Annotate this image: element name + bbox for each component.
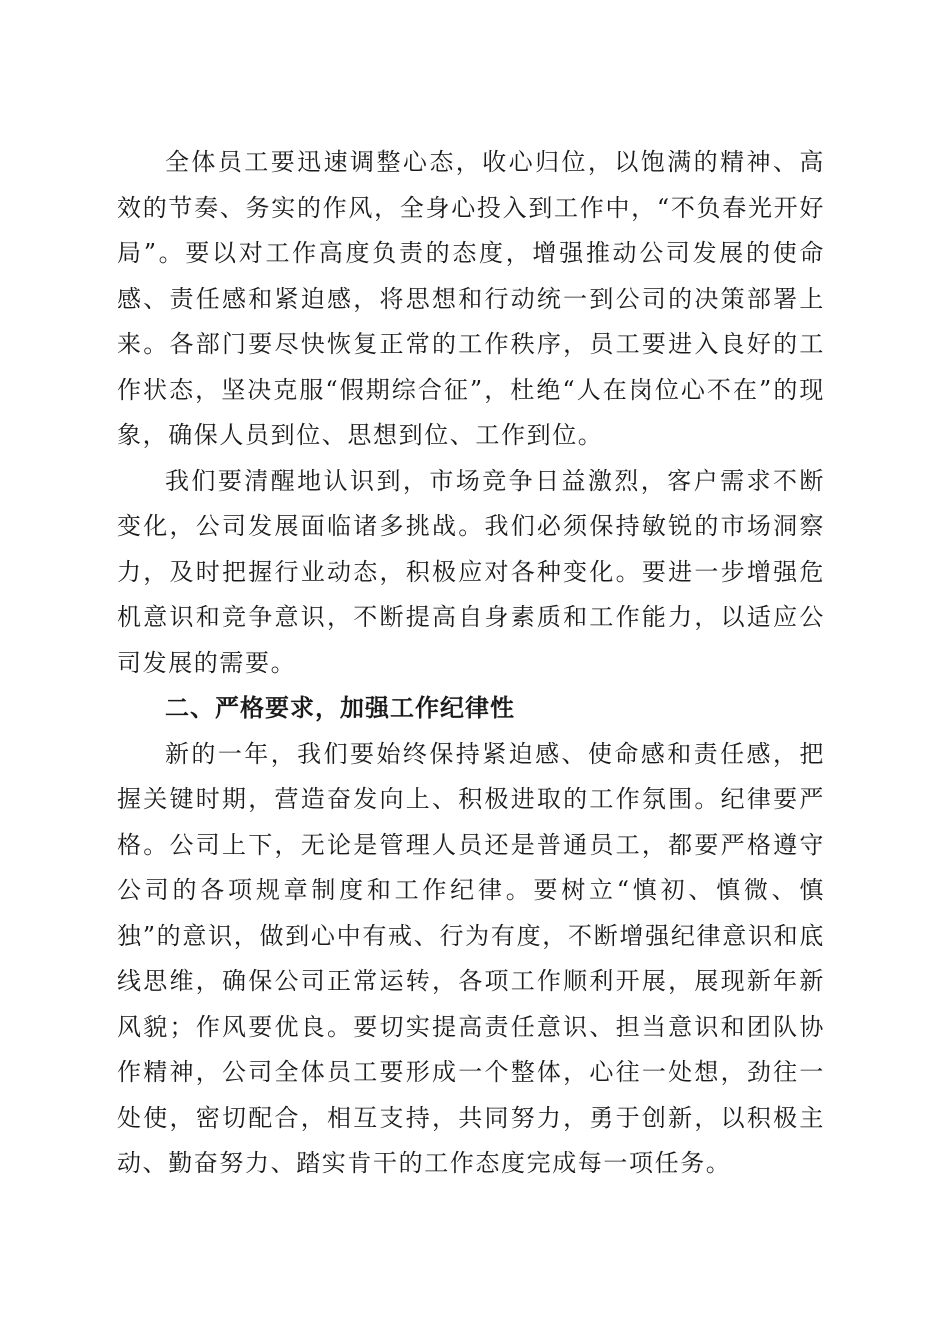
paragraph-market-awareness: 我们要清醒地认识到，市场竞争日益激烈，客户需求不断变化，公司发展面临诸多挑战。我们必须保持敏锐的市场洞察力，及时把握行业动态，积极应对各种变化。要进一步增强危机意识和竞争意识，不断提高自身素质和工作能力，以适应公司发展的需要。 [117,466,825,677]
paragraph-mindset: 全体员工要迅速调整心态，收心归位，以饱满的精神、高效的节奏、务实的作风，全身心投入到工作中，“不负春光开好局”。要以对工作高度负责的态度，增强推动公司发展的使命感、责任感和紧迫感，将思想和行动统一到公司的决策部署上来。各部门要尽快恢复正常的工作秩序，员工要进入良好的工作状态，坚决克服“假期综合征”，杜绝“人在岗位心不在”的现象，确保人员到位、思想到位、工作到位。 [117,148,825,449]
paragraph-discipline: 新的一年，我们要始终保持紧迫感、使命感和责任感，把握关键时期，营造奋发向上、积极进取的工作氛围。纪律要严格。公司上下，无论是管理人员还是普通员工，都要严格遵守公司的各项规章制度和工作纪律。要树立“慎初、慎微、慎独”的意识，做到心中有戒、行为有度，不断增强纪律意识和底线思维，确保公司正常运转，各项工作顺利开展，展现新年新风貌；作风要优良。要切实提高责任意识、担当意识和团队协作精神，公司全体员工要形成一个整体，心往一处想，劲往一处使，密切配合，相互支持，共同努力，勇于创新，以积极主动、勤奋努力、踏实肯干的工作态度完成每一项任务。 [117,739,825,1177]
section-heading: 二、严格要求，加强工作纪律性 [165,694,515,722]
document-page [117,140,825,1187]
